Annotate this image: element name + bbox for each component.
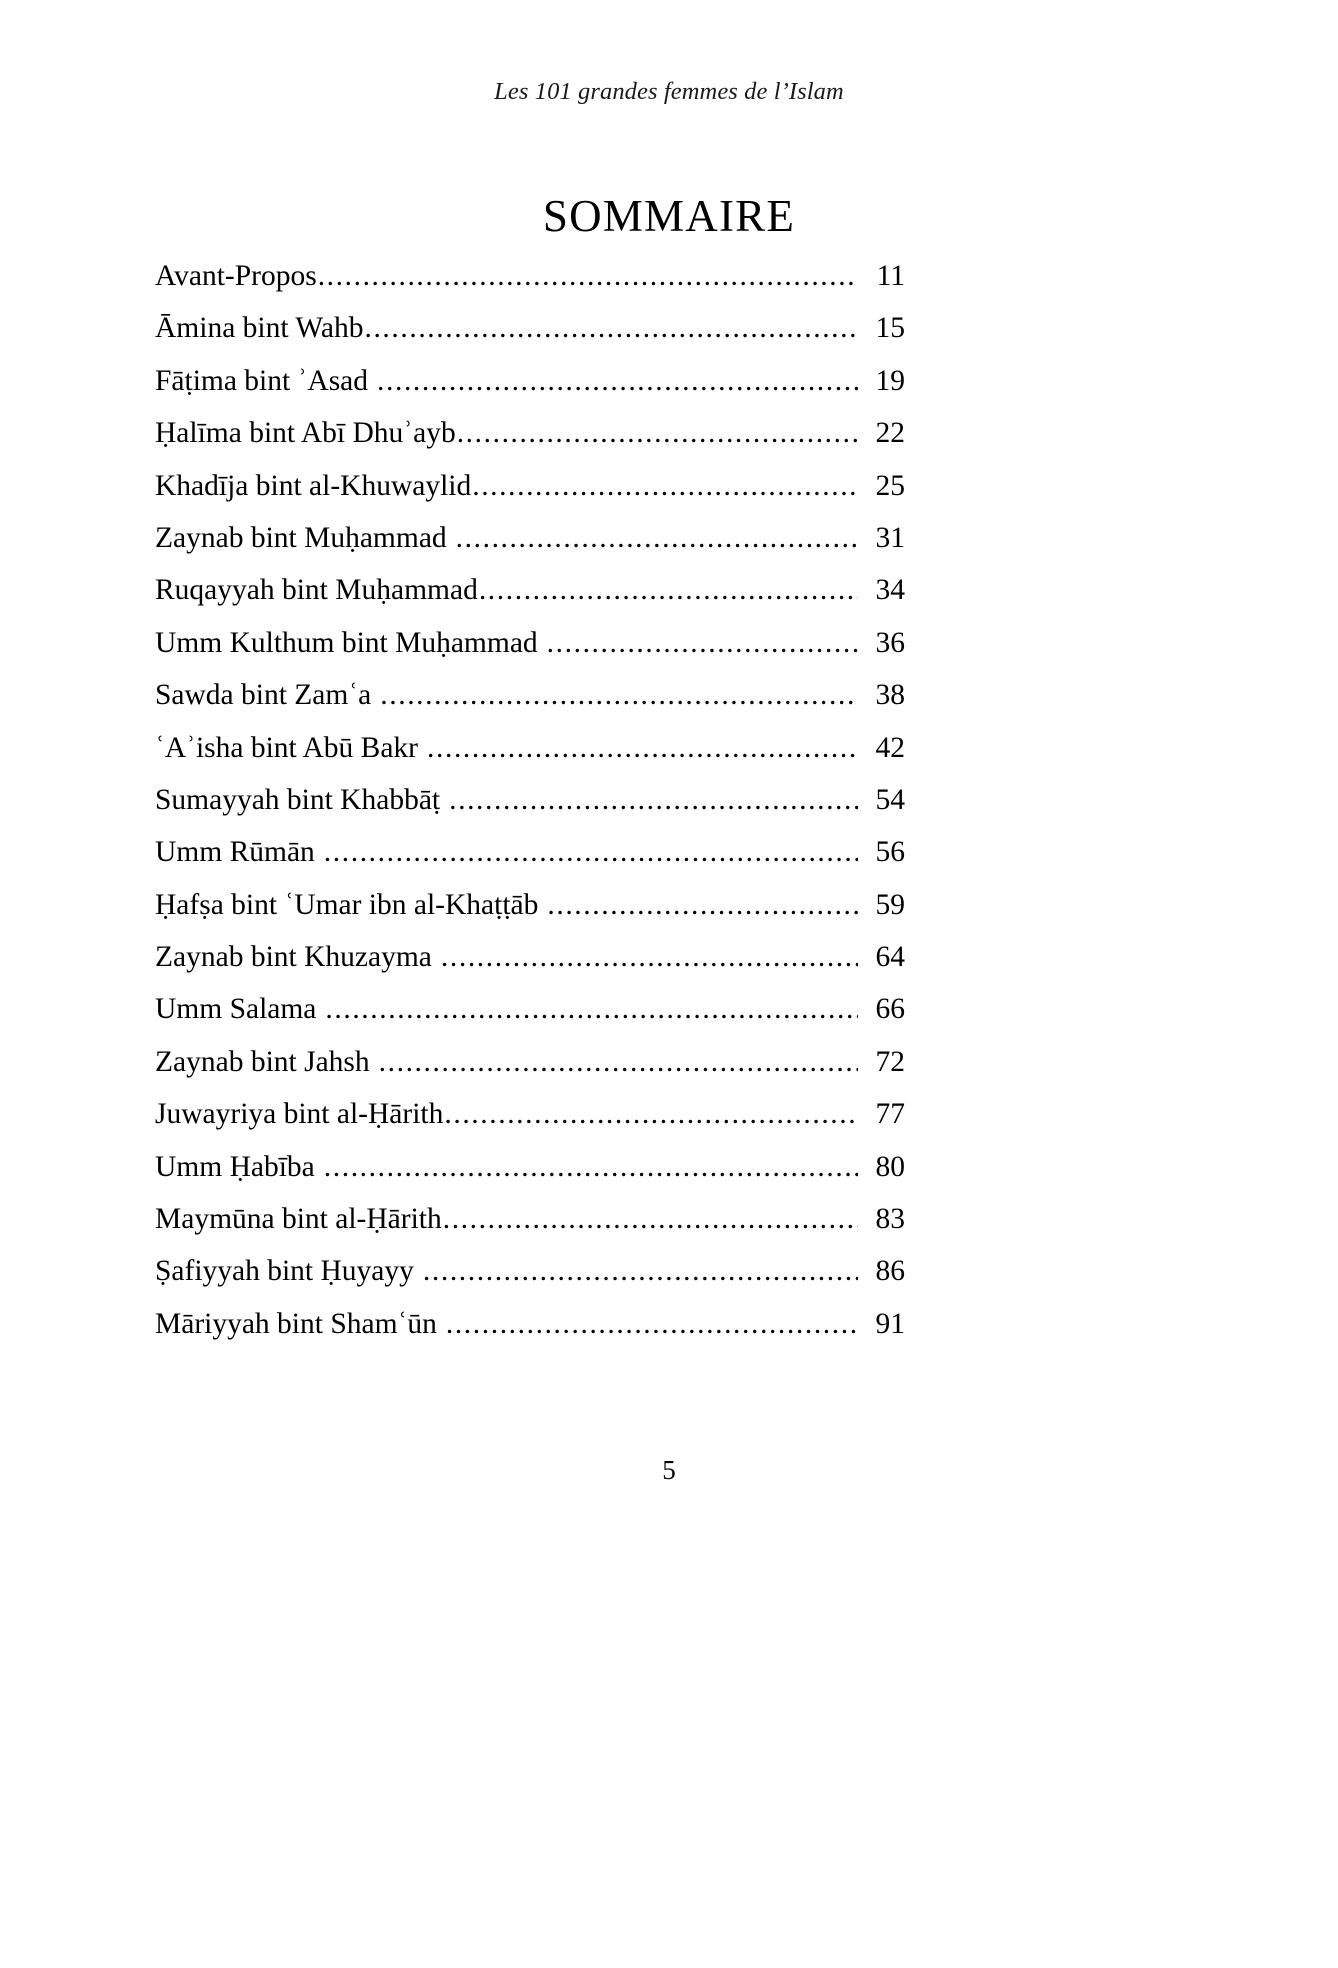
toc-entry-page-number: 59 xyxy=(875,888,905,921)
page-number-folio: 5 xyxy=(662,1455,676,1485)
toc-entry-label: Zaynab bint Muḥammad xyxy=(155,521,447,554)
toc-entry-page-number: 36 xyxy=(875,626,905,659)
toc-entry[interactable] xyxy=(155,364,905,419)
toc-entry-page-number: 56 xyxy=(875,836,905,869)
toc-entry-page-number: 42 xyxy=(875,731,905,764)
toc-dot-leader xyxy=(318,262,858,292)
toc-entry-page-number: 38 xyxy=(875,679,905,712)
toc-dot-leader xyxy=(325,995,858,1025)
toc-entry[interactable] xyxy=(155,576,905,628)
toc-entry-label: ʿAʾisha bint Abū Bakr xyxy=(155,731,419,764)
toc-entry-page-number: 54 xyxy=(875,783,905,816)
toc-dot-leader xyxy=(377,367,858,397)
toc-entry-page-number: 22 xyxy=(875,417,905,450)
toc-entry[interactable] xyxy=(155,1100,905,1152)
table-of-contents xyxy=(155,262,905,1362)
toc-entry-label: Ṣafiyyah bint Ḥuyayy xyxy=(155,1255,414,1288)
toc-entry[interactable] xyxy=(155,521,905,576)
toc-dot-leader xyxy=(446,1310,858,1340)
toc-dot-leader xyxy=(547,891,858,921)
toc-entry-label: Zaynab bint Jahsh xyxy=(155,1045,370,1078)
toc-entry-label: Ḥalīma bint Abī Dhuʾayb xyxy=(155,417,456,450)
toc-dot-leader xyxy=(380,681,858,711)
toc-entry[interactable] xyxy=(155,314,905,366)
toc-entry-page-number: 15 xyxy=(875,312,905,345)
toc-entry-page-number: 11 xyxy=(876,260,905,292)
toc-dot-leader xyxy=(443,1205,858,1235)
toc-entry[interactable] xyxy=(155,1045,905,1100)
toc-dot-leader xyxy=(427,734,858,764)
toc-entry[interactable] xyxy=(155,469,905,524)
toc-entry-page-number: 31 xyxy=(875,521,905,554)
toc-dot-leader xyxy=(379,1048,858,1078)
toc-entry[interactable] xyxy=(155,943,905,995)
toc-entry-label: Umm Salama xyxy=(155,993,317,1026)
toc-entry-page-number: 34 xyxy=(875,574,905,607)
toc-entry-label: Umm Ḥabība xyxy=(155,1150,315,1183)
toc-entry-label: Āmina bint Wahb xyxy=(155,312,364,345)
toc-entry-label: Avant-Propos xyxy=(155,260,317,292)
toc-entry[interactable] xyxy=(155,1150,905,1205)
toc-dot-leader xyxy=(457,419,858,449)
toc-entry-page-number: 72 xyxy=(875,1045,905,1078)
toc-entry-page-number: 25 xyxy=(875,469,905,502)
toc-entry-label: Ḥafṣa bint ʿUmar ibn al-Khaṭṭāb xyxy=(155,888,539,921)
running-header: Les 101 grandes femmes de l’Islam xyxy=(494,78,844,105)
toc-dot-leader xyxy=(441,943,858,973)
toc-entry-label: Zaynab bint Khuzayma xyxy=(155,941,432,974)
toc-dot-leader xyxy=(456,524,858,554)
toc-entry[interactable] xyxy=(155,262,905,314)
toc-entry[interactable] xyxy=(155,1307,905,1362)
toc-entry[interactable] xyxy=(155,838,905,890)
toc-entry-page-number: 64 xyxy=(875,941,905,974)
toc-entry-label: Maymūna bint al-Ḥārith xyxy=(155,1203,442,1236)
toc-entry-label: Māriyyah bint Shamʿūn xyxy=(155,1307,437,1340)
toc-dot-leader xyxy=(449,786,858,816)
toc-entry-page-number: 19 xyxy=(875,364,905,397)
toc-entry[interactable] xyxy=(155,626,905,681)
toc-entry[interactable] xyxy=(155,888,905,943)
page-title: SOMMAIRE xyxy=(542,191,796,242)
toc-entry-label: Khadīja bint al-Khuwaylid xyxy=(155,469,472,502)
toc-dot-leader xyxy=(324,838,858,868)
toc-entry[interactable] xyxy=(155,419,905,471)
toc-entry[interactable] xyxy=(155,995,905,1047)
toc-entry[interactable] xyxy=(155,731,905,786)
toc-entry-label: Sawda bint Zamʿa xyxy=(155,679,372,712)
toc-entry-label: Juwayriya bint al-Ḥārith xyxy=(155,1098,444,1131)
toc-entry[interactable] xyxy=(155,783,905,838)
toc-dot-leader xyxy=(423,1257,858,1287)
toc-dot-leader xyxy=(444,1100,858,1130)
toc-entry-page-number: 91 xyxy=(875,1307,905,1340)
toc-entry-page-number: 77 xyxy=(875,1098,905,1131)
toc-entry[interactable] xyxy=(155,681,905,733)
toc-dot-leader xyxy=(547,629,858,659)
toc-entry-page-number: 66 xyxy=(875,993,905,1026)
toc-entry-label: Sumayyah bint Khabbāṭ xyxy=(155,783,441,816)
toc-entry-label: Fāṭima bint ʾAsad xyxy=(155,364,369,397)
toc-dot-leader xyxy=(364,314,858,344)
toc-dot-leader xyxy=(472,472,858,502)
toc-dot-leader xyxy=(479,576,858,606)
toc-entry[interactable] xyxy=(155,1205,905,1257)
toc-entry-page-number: 86 xyxy=(875,1255,905,1288)
toc-entry[interactable] xyxy=(155,1257,905,1309)
toc-entry-label: Umm Rūmān xyxy=(155,836,315,869)
toc-entry-page-number: 80 xyxy=(875,1150,905,1183)
toc-entry-label: Umm Kulthum bint Muḥammad xyxy=(155,626,538,659)
toc-dot-leader xyxy=(324,1153,858,1183)
toc-entry-page-number: 83 xyxy=(875,1203,905,1236)
toc-entry-label: Ruqayyah bint Muḥammad xyxy=(155,574,478,607)
